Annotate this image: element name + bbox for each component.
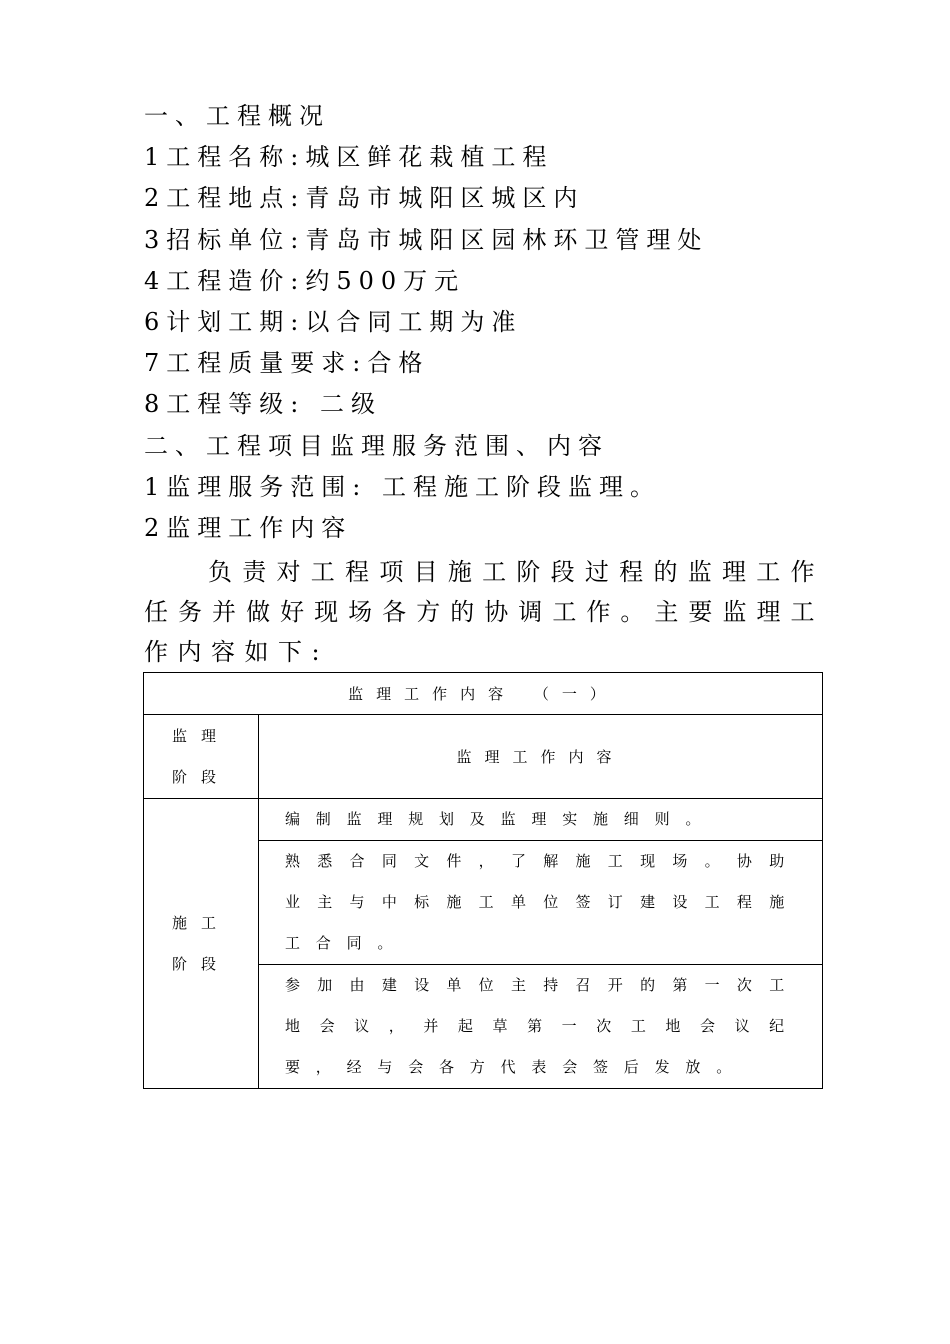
stage-line2: 阶段 xyxy=(171,954,230,973)
table-row: 参加由建设单位主持召开的第一次工地会议，并起草第一次工地会议纪要，经与会各方代表会签后发放。 xyxy=(259,965,823,1089)
table-row: 熟悉合同文件，了解施工现场。协助业主与中标施工单位签订建设工程施工合同。 xyxy=(259,841,823,965)
service-range: 1监理服务范围: 工程施工阶段监理。 xyxy=(144,473,661,501)
table-row: 编制监理规划及监理实施细则。 xyxy=(259,799,823,841)
project-grade: 8工程等级: 二级 xyxy=(144,390,382,418)
stage-cell xyxy=(144,799,259,1089)
header-stage-line2: 阶段 xyxy=(171,767,230,786)
header-stage-line1: 监理 xyxy=(171,726,230,745)
tender-unit: 3招标单位:青岛市城阳区园林环卫管理处 xyxy=(144,226,709,254)
header-stage xyxy=(144,715,259,799)
project-location: 2工程地点:青岛市城阳区城区内 xyxy=(144,184,585,212)
scope-heading: 二、工程项目监理服务范围、内容 xyxy=(144,432,609,460)
content-heading: 2监理工作内容 xyxy=(144,514,353,542)
overview-heading: 一、工程概况 xyxy=(144,102,330,130)
header-content: 监理工作内容 xyxy=(259,715,823,799)
intro-paragraph: 负责对工程项目施工阶段过程的监理工作任务并做好现场各方的协调工作。主要监理工作内容如下: xyxy=(144,558,824,666)
project-name: 1工程名称:城区鲜花栽植工程 xyxy=(144,143,554,171)
quality-requirement: 7工程质量要求:合格 xyxy=(144,349,430,377)
stage-line1: 施工 xyxy=(171,913,230,932)
project-cost: 4工程造价:约500万元 xyxy=(144,267,466,295)
project-duration: 6计划工期:以合同工期为准 xyxy=(144,308,523,336)
table-caption: 监理工作内容 （一） xyxy=(144,673,823,715)
supervision-table xyxy=(143,672,823,1089)
